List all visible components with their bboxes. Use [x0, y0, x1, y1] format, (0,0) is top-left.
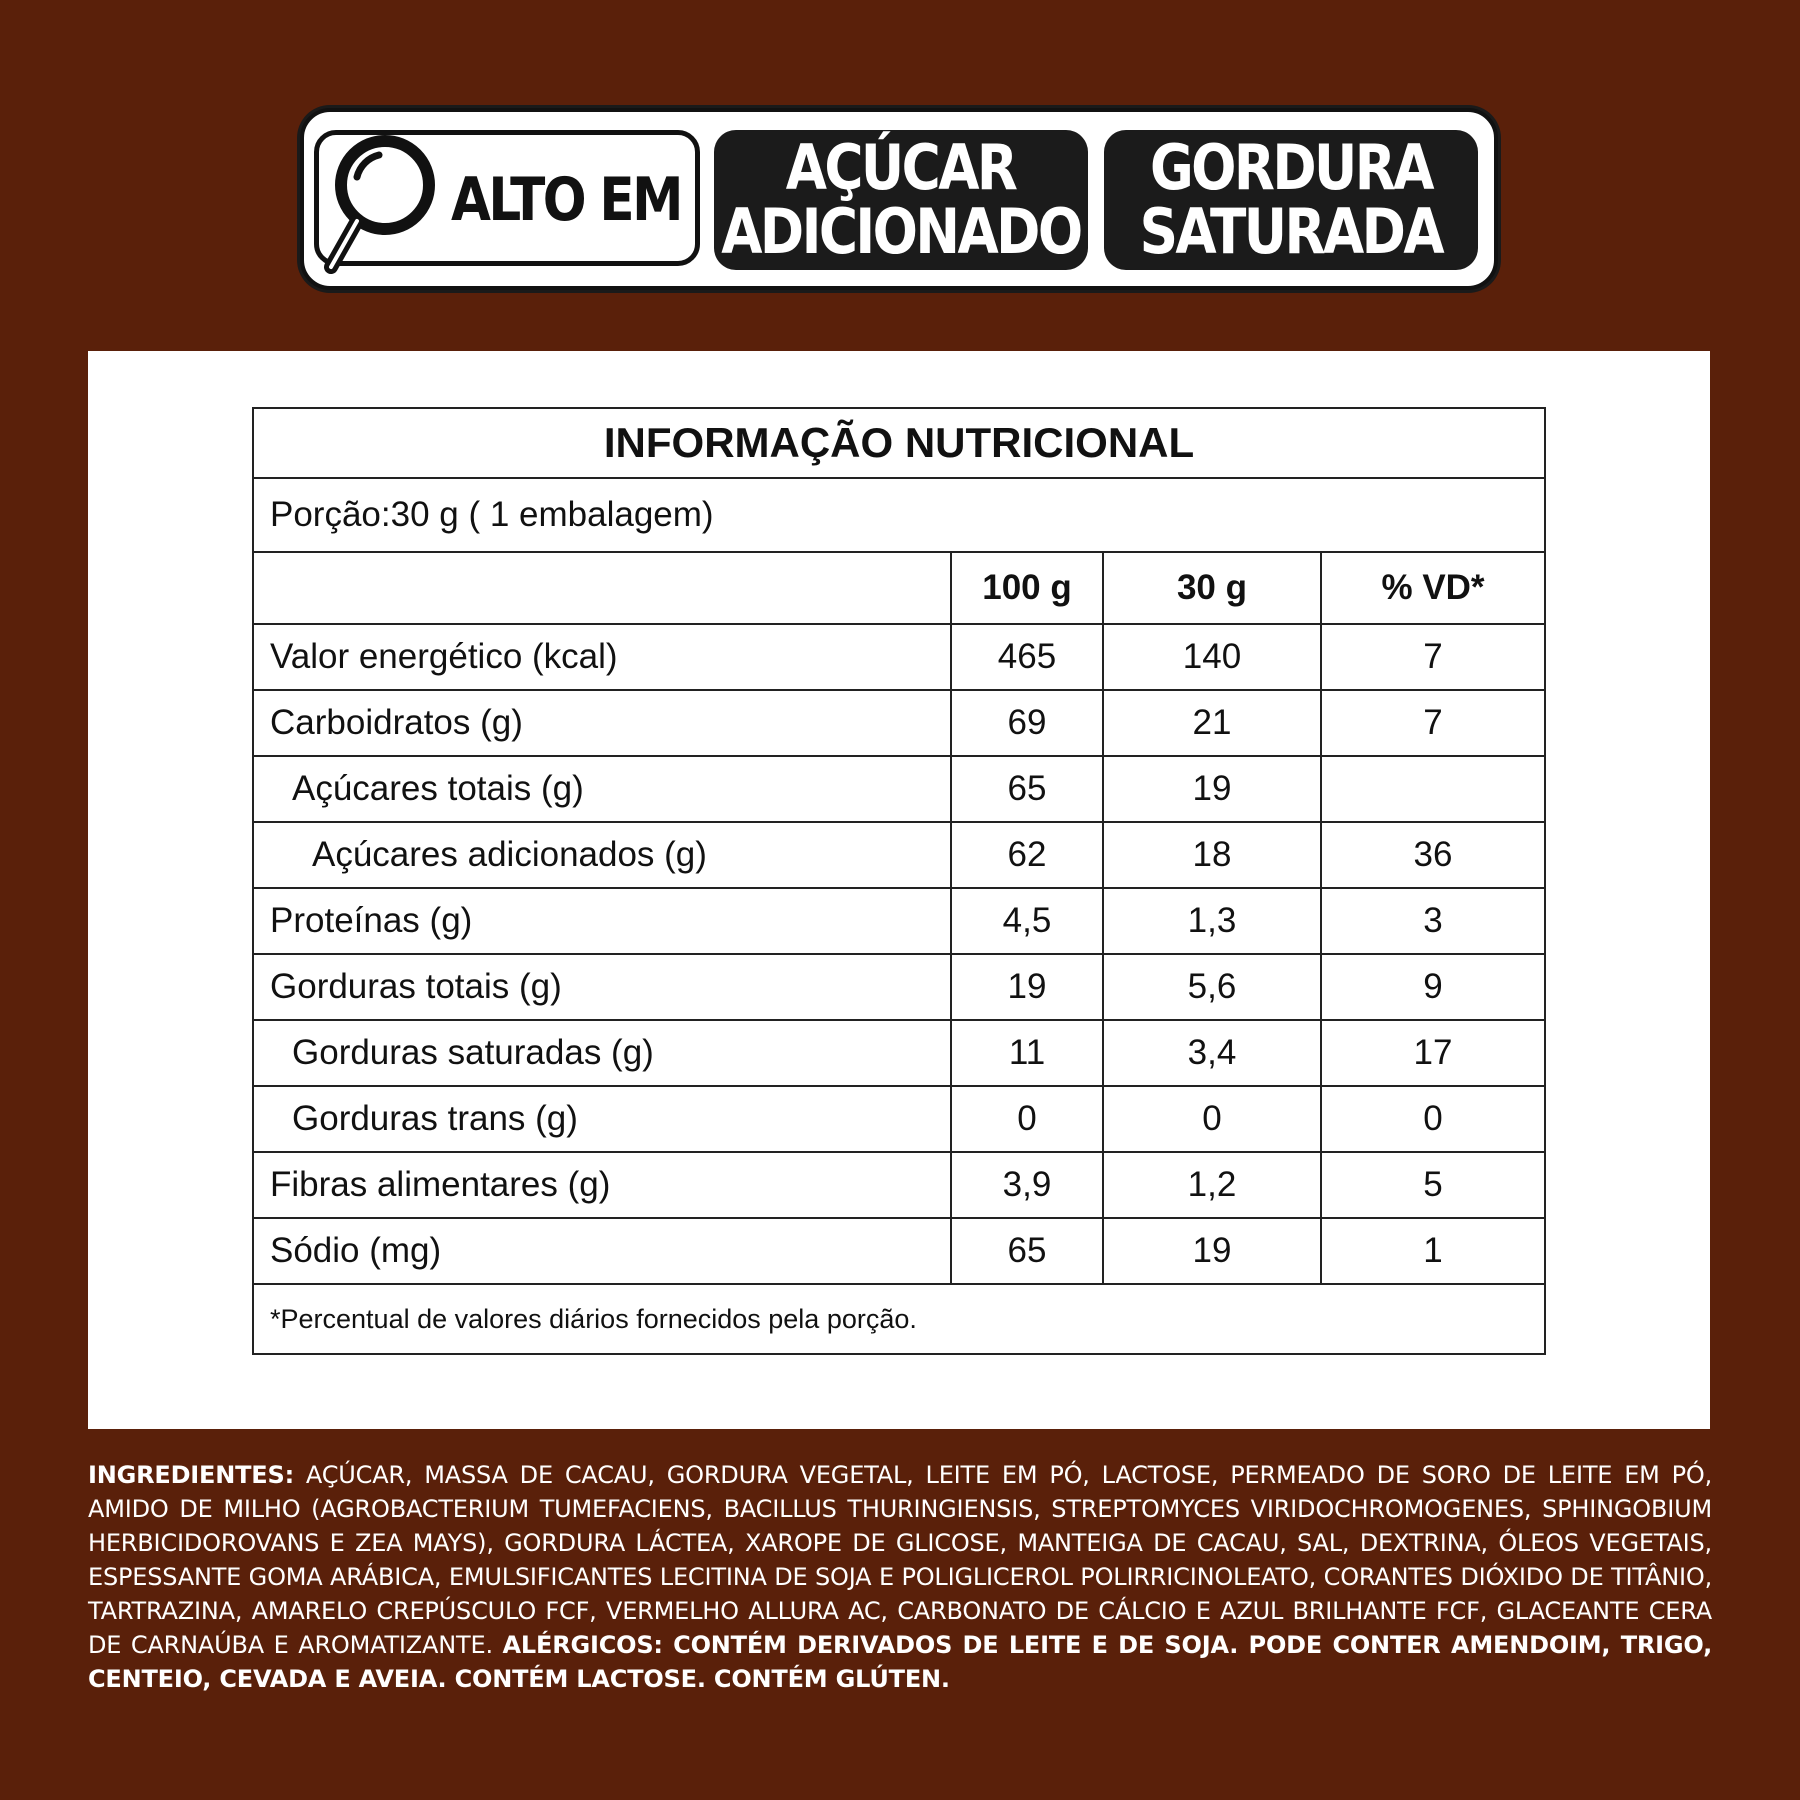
value-30g: 19: [1103, 756, 1321, 822]
nutrient-name: Gorduras saturadas (g): [253, 1020, 951, 1086]
header-cell: % VD*: [1321, 552, 1545, 624]
value-vd: 7: [1321, 624, 1545, 690]
table-row: [253, 1020, 1545, 1086]
value-100g: 465: [951, 624, 1103, 690]
tag-gordura-saturada: [1104, 130, 1478, 270]
tag-line: AÇÚCAR: [786, 131, 1016, 204]
value-vd: 5: [1321, 1152, 1545, 1218]
tag-line: SATURADA: [1139, 195, 1443, 268]
value-vd: 0: [1321, 1086, 1545, 1152]
nutrition-rows: [253, 624, 1545, 1284]
value-100g: 69: [951, 690, 1103, 756]
table-row: [253, 1218, 1545, 1284]
nutrient-name: Proteínas (g): [253, 888, 951, 954]
nutrition-panel: [88, 351, 1710, 1429]
value-30g: 1,2: [1103, 1152, 1321, 1218]
ingredients-label: INGREDIENTES:: [88, 1461, 294, 1489]
nutrient-name: Açúcares totais (g): [253, 756, 951, 822]
tag-line: GORDURA: [1150, 131, 1432, 204]
tag-acucar-adicionado: [714, 130, 1088, 270]
value-30g: 140: [1103, 624, 1321, 690]
nutrition-title: INFORMAÇÃO NUTRICIONAL: [253, 408, 1545, 478]
nutrient-name: Gorduras trans (g): [253, 1086, 951, 1152]
nutrient-name: Gorduras totais (g): [253, 954, 951, 1020]
alto-em-box: [314, 130, 700, 266]
nutrition-table: [252, 407, 1546, 1355]
value-vd: 36: [1321, 822, 1545, 888]
table-row: [253, 1086, 1545, 1152]
value-30g: 3,4: [1103, 1020, 1321, 1086]
table-row: [253, 888, 1545, 954]
value-vd: 17: [1321, 1020, 1545, 1086]
alto-em-label: ALTO EM: [451, 165, 681, 235]
value-30g: 1,3: [1103, 888, 1321, 954]
header-row: [253, 552, 1545, 624]
header-cell: 30 g: [1103, 552, 1321, 624]
table-row: [253, 624, 1545, 690]
value-30g: 5,6: [1103, 954, 1321, 1020]
value-vd: 1: [1321, 1218, 1545, 1284]
value-100g: 4,5: [951, 888, 1103, 954]
value-30g: 21: [1103, 690, 1321, 756]
value-vd: 3: [1321, 888, 1545, 954]
value-vd: 9: [1321, 954, 1545, 1020]
value-100g: 3,9: [951, 1152, 1103, 1218]
nutrient-name: Açúcares adicionados (g): [253, 822, 951, 888]
value-30g: 19: [1103, 1218, 1321, 1284]
magnifier-icon: [317, 129, 447, 279]
nutrient-name: Carboidratos (g): [253, 690, 951, 756]
header-cell: [253, 552, 951, 624]
tag-line: ADICIONADO: [721, 195, 1081, 268]
value-vd: 7: [1321, 690, 1545, 756]
table-row: [253, 1152, 1545, 1218]
nutrient-name: Valor energético (kcal): [253, 624, 951, 690]
table-row: [253, 822, 1545, 888]
value-100g: 19: [951, 954, 1103, 1020]
portion-text: Porção:30 g ( 1 embalagem): [253, 478, 1545, 552]
table-row: [253, 690, 1545, 756]
value-100g: 65: [951, 1218, 1103, 1284]
value-100g: 65: [951, 756, 1103, 822]
ingredients-text: [88, 1458, 1712, 1696]
table-row: [253, 756, 1545, 822]
value-100g: 11: [951, 1020, 1103, 1086]
nutrient-name: Sódio (mg): [253, 1218, 951, 1284]
value-30g: 18: [1103, 822, 1321, 888]
table-row: [253, 954, 1545, 1020]
value-30g: 0: [1103, 1086, 1321, 1152]
allergens-text: ALÉRGICOS: CONTÉM DERIVADOS DE LEITE E DE SOJA. PODE CONTER AMENDOIM, TRIGO, CENTEIO, CEVADA E AVEIA. CONTÉM LACTOSE. CONTÉM GLÚTEN.: [88, 1631, 1712, 1693]
value-vd: [1321, 756, 1545, 822]
header-cell: 100 g: [951, 552, 1103, 624]
footnote: *Percentual de valores diários fornecidos pela porção.: [253, 1284, 1545, 1354]
warning-badge: [300, 108, 1498, 290]
ingredients-list: AÇÚCAR, MASSA DE CACAU, GORDURA VEGETAL, LEITE EM PÓ, LACTOSE, PERMEADO DE SORO DE LEITE EM PÓ, AMIDO DE MILHO (AGROBACTERIUM TUMEFACIENS, BACILLUS THURINGIENSIS, STREPTOMYCES VIRIDOCHROMOGENES, SPHINGOBIUM HERBICIDOROVANS E ZEA MAYS), GORDURA LÁCTEA, XAROPE DE GLICOSE, MANTEIGA DE CACAU, SAL, DEXTRINA, ÓLEOS VEGETAIS, ESPESSANTE GOMA ARÁBICA, EMULSIFICANTES LECITINA DE SOJA E POLIGLICEROL POLIRRICINOLEATO, CORANTES DIÓXIDO DE TITÂNIO, TARTRAZINA, AMARELO CREPÚSCULO FCF, VERMELHO ALLURA AC, CARBONATO DE CÁLCIO E AZUL BRILHANTE FCF, GLACEANTE CERA DE CARNAÚBA E AROMATIZANTE.: [88, 1461, 1712, 1659]
nutrient-name: Fibras alimentares (g): [253, 1152, 951, 1218]
value-100g: 62: [951, 822, 1103, 888]
value-100g: 0: [951, 1086, 1103, 1152]
